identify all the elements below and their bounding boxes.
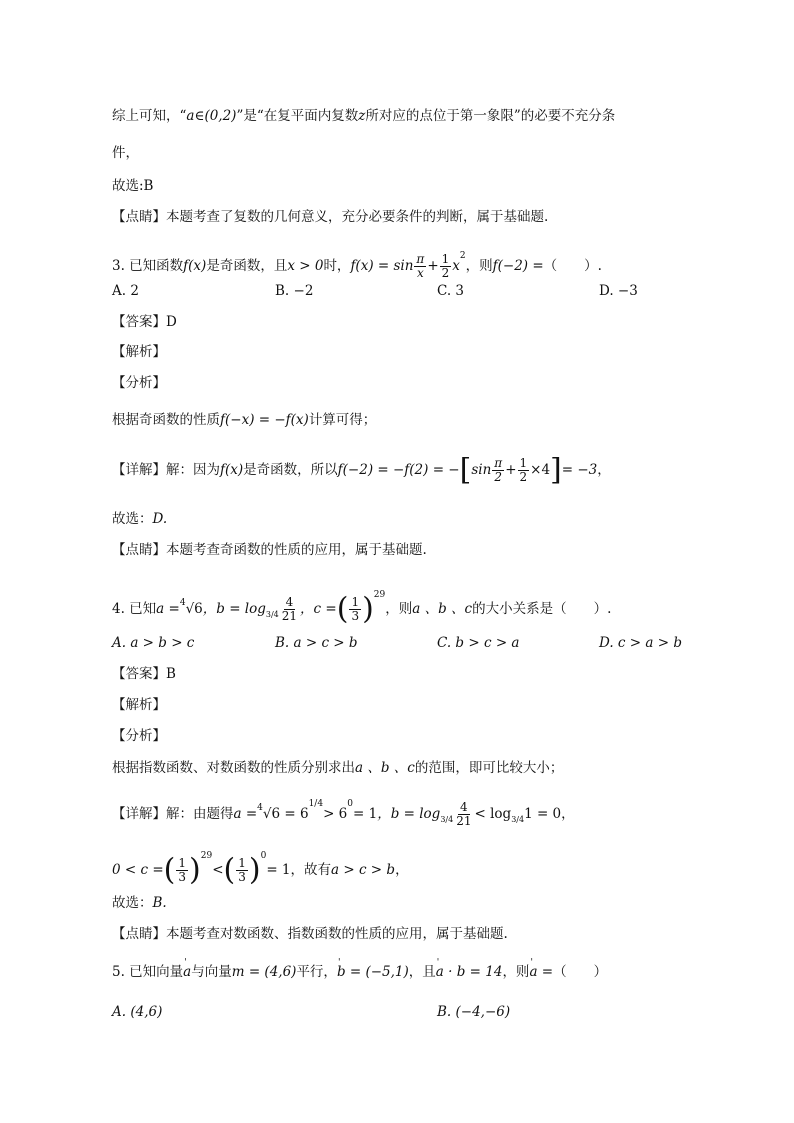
text: ，且 bbox=[408, 964, 436, 980]
denominator: 2 bbox=[494, 470, 503, 484]
denominator: 21 bbox=[281, 609, 298, 623]
left-paren: ( bbox=[163, 852, 176, 888]
text: 时， bbox=[323, 258, 351, 274]
right-paren: ) bbox=[248, 852, 261, 888]
q4-answer: 【答案】B bbox=[112, 666, 176, 682]
math: > 6 bbox=[323, 806, 348, 822]
right-bracket: ] bbox=[550, 452, 562, 488]
fraction bbox=[236, 857, 248, 884]
math: √6 bbox=[185, 601, 203, 617]
exponent: 2 bbox=[459, 251, 466, 261]
left-bracket: [ bbox=[459, 452, 472, 488]
text: 平行， bbox=[296, 964, 337, 980]
denominator: 3 bbox=[238, 870, 246, 884]
text: （ ） bbox=[553, 964, 608, 980]
numerator: 4 bbox=[285, 595, 294, 609]
math: f(−x) = −f(x) bbox=[220, 412, 309, 428]
math: = 1 bbox=[266, 862, 291, 878]
math: ' b = (−5,1) bbox=[337, 962, 409, 982]
q5-option-b: B. (−4,−6) bbox=[437, 1004, 511, 1020]
q4-detail bbox=[112, 788, 714, 836]
q3-jiexi: 【解析】 bbox=[112, 344, 166, 360]
q4-option-a: A. a > b > c bbox=[112, 635, 195, 651]
math: f(−2) = bbox=[492, 258, 544, 274]
numerator: 1 bbox=[178, 856, 187, 870]
q3-detail bbox=[112, 452, 714, 488]
numerator: 1 bbox=[351, 595, 360, 609]
math: = 1 bbox=[353, 806, 378, 822]
numerator: π bbox=[416, 252, 425, 266]
root-index: 4 bbox=[257, 803, 263, 813]
math: x bbox=[452, 258, 460, 274]
q4-jiexi: 【解析】 bbox=[112, 697, 166, 713]
math: 1 = 0 bbox=[524, 806, 562, 822]
question-5 bbox=[112, 962, 714, 982]
fraction bbox=[176, 857, 188, 884]
math: a∈(0,2) bbox=[186, 108, 237, 124]
fraction bbox=[492, 457, 504, 484]
text: 是奇函数，且 bbox=[206, 258, 288, 274]
numerator: 1 bbox=[238, 856, 246, 870]
numerator: 1 bbox=[519, 456, 528, 470]
q3-fenxi: 【分析】 bbox=[112, 375, 166, 391]
math: a 、b 、c bbox=[412, 601, 473, 617]
left-paren: ( bbox=[223, 852, 236, 888]
text: ，则 bbox=[502, 964, 530, 980]
text: ， bbox=[561, 806, 575, 822]
text: 3. 已知函数 bbox=[112, 258, 184, 274]
numerator: π bbox=[494, 456, 503, 470]
math: ，b = log bbox=[202, 601, 266, 617]
text: 故选： bbox=[112, 511, 153, 527]
fraction bbox=[454, 801, 473, 828]
question-4 bbox=[112, 578, 714, 632]
math: f(−2) = −f(2) = − bbox=[337, 462, 460, 478]
q4-analysis bbox=[112, 758, 714, 778]
text: 根据奇函数的性质 bbox=[112, 412, 220, 428]
text: ，故有 bbox=[290, 862, 332, 878]
math: x > 0 bbox=[287, 258, 324, 274]
denominator: 3 bbox=[178, 870, 187, 884]
q4-option-d: D. c > a > b bbox=[599, 635, 682, 651]
denominator: 3 bbox=[351, 609, 360, 623]
text: ，则 bbox=[465, 258, 493, 274]
math: < bbox=[212, 862, 224, 878]
text: 计算可得； bbox=[308, 412, 377, 428]
math: z bbox=[358, 108, 366, 124]
math: √6 = 6 bbox=[262, 806, 309, 822]
q3-option-d: D. −3 bbox=[599, 283, 638, 299]
text: 根据指数函数、对数函数的性质分别求出 bbox=[112, 760, 355, 776]
text: 与向量 bbox=[191, 964, 232, 980]
math: 0 < c = bbox=[112, 862, 164, 878]
text: ， bbox=[395, 862, 409, 878]
q3-answer: 【答案】D bbox=[112, 314, 177, 330]
math: ' a = bbox=[529, 962, 553, 982]
right-paren: ) bbox=[189, 852, 201, 888]
log-base: 3/4 bbox=[265, 610, 279, 619]
exponent: 0 bbox=[347, 799, 353, 809]
fraction bbox=[440, 253, 452, 280]
math: a > c > b bbox=[331, 862, 396, 878]
denominator: 21 bbox=[456, 814, 472, 828]
fraction bbox=[518, 457, 530, 484]
math: B. bbox=[152, 895, 167, 911]
text: 5. 已知向量 bbox=[112, 964, 184, 980]
text: 的大小关系是（ ）. bbox=[472, 601, 612, 617]
math: = −3 bbox=[561, 462, 598, 478]
q3-select bbox=[112, 509, 714, 529]
right-paren: ) bbox=[362, 591, 374, 627]
denominator: 2 bbox=[441, 266, 450, 280]
question-3 bbox=[112, 241, 714, 281]
fraction bbox=[280, 596, 299, 623]
text: （ ）. bbox=[543, 258, 602, 274]
text: 【详解】解：由题得 bbox=[112, 806, 234, 822]
math: sin bbox=[471, 462, 492, 478]
comment-line: 【点睛】本题考查了复数的几何意义，充分必要条件的判断，属于基础题. bbox=[112, 209, 549, 225]
math: + bbox=[505, 462, 517, 478]
math: D. bbox=[152, 511, 168, 527]
q5-option-a: A. (4,6) bbox=[112, 1004, 163, 1020]
conclusion-line-cont: 件， bbox=[112, 145, 139, 161]
exponent: 1/4 bbox=[308, 799, 324, 809]
math: f(x) bbox=[183, 258, 207, 274]
answer-choice-line: 故选:B bbox=[112, 178, 154, 194]
root-index: 4 bbox=[179, 598, 186, 608]
math: ×4 bbox=[530, 462, 551, 478]
exponent: 29 bbox=[373, 590, 386, 600]
text: 【详解】解：因为 bbox=[112, 462, 220, 478]
q4-fenxi: 【分析】 bbox=[112, 728, 166, 744]
math: f(x) = sin bbox=[350, 258, 414, 274]
q4-comment: 【点睛】本题考查对数函数、指数函数的性质的应用，属于基础题. bbox=[112, 926, 508, 942]
text: ”是“在复平面内复数 bbox=[236, 108, 359, 124]
math: f(x) bbox=[220, 462, 244, 478]
q3-option-c: C. 3 bbox=[437, 283, 465, 299]
math: m = (4,6) bbox=[231, 964, 297, 980]
log-base: 3/4 bbox=[440, 815, 454, 824]
math: a = bbox=[156, 601, 180, 617]
exponent: 29 bbox=[200, 851, 213, 861]
math: ' a · b = 14 bbox=[436, 962, 503, 982]
vector-a: ' a bbox=[183, 962, 191, 982]
q4-option-c: C. b > c > a bbox=[437, 635, 520, 651]
log-base: 3/4 bbox=[511, 815, 525, 824]
q4-option-b: B. a > c > b bbox=[275, 635, 358, 651]
fraction bbox=[349, 596, 361, 623]
math: a 、b 、c bbox=[355, 760, 415, 776]
q3-comment: 【点睛】本题考查奇函数的性质的应用，属于基础题. bbox=[112, 542, 427, 558]
q3-option-a: A. 2 bbox=[112, 283, 139, 299]
exponent: 0 bbox=[260, 851, 267, 861]
text: 所对应的点位于第一象限”的必要不充分条 bbox=[365, 108, 616, 124]
text: 4. 已知 bbox=[112, 601, 157, 617]
text: 综上可知，“ bbox=[112, 108, 187, 124]
text: ， bbox=[597, 462, 611, 478]
math: < log bbox=[474, 806, 512, 822]
q4-detail-2 bbox=[112, 836, 714, 890]
math: + bbox=[427, 258, 439, 274]
text: 是奇函数，所以 bbox=[243, 462, 338, 478]
fraction bbox=[414, 253, 426, 280]
denominator: 2 bbox=[519, 470, 528, 484]
denominator: x bbox=[416, 266, 424, 280]
math: a = bbox=[233, 806, 258, 822]
q3-analysis bbox=[112, 410, 714, 430]
math: ，c = bbox=[300, 601, 337, 617]
text: 故选： bbox=[112, 895, 153, 911]
text: 的范围，即可比较大小； bbox=[414, 760, 564, 776]
conclusion-line bbox=[112, 106, 714, 126]
numerator: 1 bbox=[441, 252, 450, 266]
q3-option-b: B. −2 bbox=[275, 283, 314, 299]
math: ，b = log bbox=[377, 806, 441, 822]
numerator: 4 bbox=[460, 800, 468, 814]
q4-select bbox=[112, 893, 714, 913]
text: ，则 bbox=[385, 601, 413, 617]
left-paren: ( bbox=[336, 591, 349, 627]
